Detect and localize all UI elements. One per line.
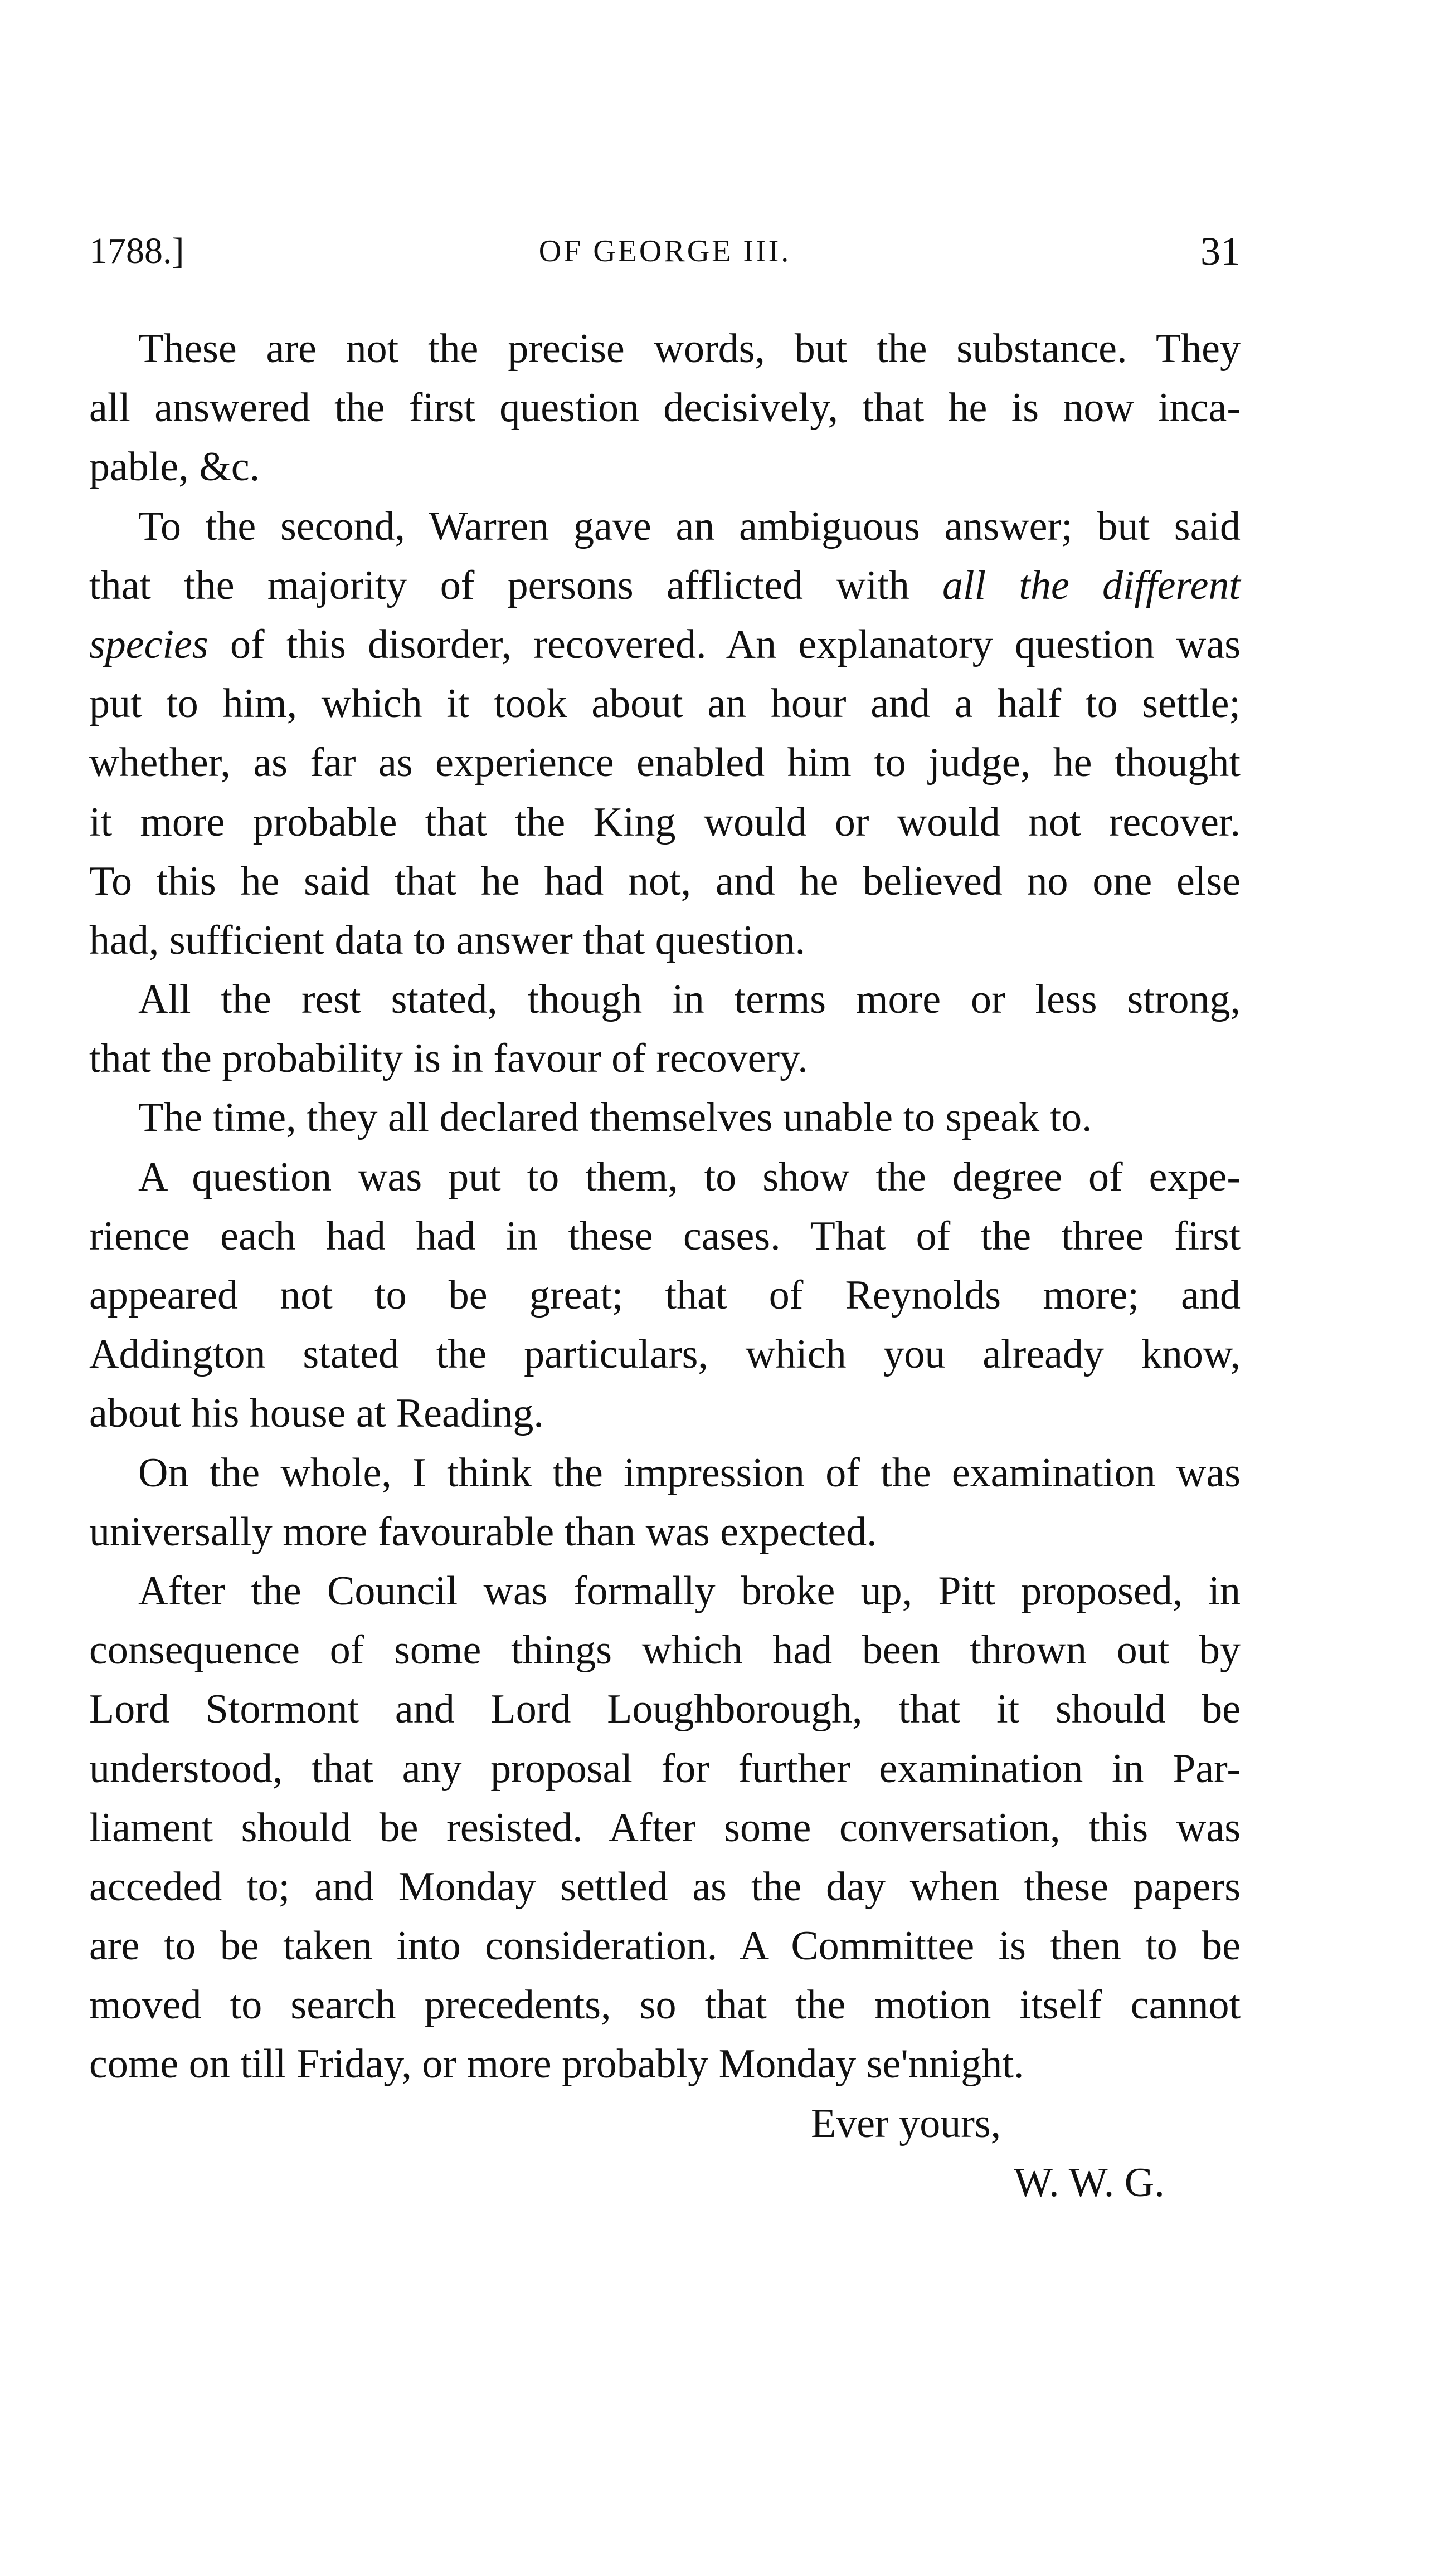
signature: W. W. G. — [1014, 2159, 1165, 2206]
paragraph — [89, 1088, 1241, 1147]
text-line: all answered the first question decisively, that he is now inca- — [89, 385, 1241, 431]
text-line: A question was put to them, to show the degree of expe- — [138, 1154, 1241, 1200]
text-line: about his house at Reading. — [89, 1391, 544, 1437]
text-line: rience each had had in these cases. That of the three first — [89, 1213, 1241, 1259]
running-header — [89, 222, 1241, 281]
page-number: 31 — [1200, 229, 1241, 274]
text-line: To this he said that he had not, and he believed no one else — [89, 858, 1241, 904]
text-line: After the Council was formally broke up, Pitt proposed, in — [138, 1568, 1241, 1614]
text-line: consequence of some things which had been thrown out by — [89, 1627, 1241, 1674]
text-line: To the second, Warren gave an ambiguous answer; but said — [138, 503, 1241, 549]
text-line: All the rest stated, though in terms more or less strong, — [138, 977, 1241, 1023]
italic-text: species — [89, 621, 208, 667]
text-line — [89, 615, 1241, 674]
paragraphs — [89, 319, 1241, 2094]
text-line: These are not the precise words, but the substance. They — [138, 326, 1241, 372]
text-line: it more probable that the King would or would not recover. — [89, 799, 1241, 845]
text-line: understood, that any proposal for further examination in Par- — [89, 1745, 1241, 1792]
italic-text: all the different — [942, 562, 1241, 608]
text-line: whether, as far as experience enabled him to judge, he thought — [89, 740, 1241, 786]
text-line: Addington stated the particulars, which you already know, — [89, 1331, 1241, 1378]
paragraph — [89, 497, 1241, 970]
text-line: pable, &c. — [89, 444, 260, 490]
paragraph — [89, 319, 1241, 497]
header-title: OF GEORGE III. — [538, 234, 791, 269]
paragraph — [89, 970, 1241, 1088]
text-line: universally more favourable than was expected. — [89, 1509, 877, 1555]
text-segment: that the majority of persons afflicted with — [89, 562, 943, 608]
paragraph — [89, 1148, 1241, 1443]
text-line: liament should be resisted. After some conversation, this was — [89, 1804, 1241, 1851]
text-line: that the probability is in favour of recovery. — [89, 1036, 808, 1082]
text-line: moved to search precedents, so that the motion itself cannot — [89, 1982, 1241, 2028]
text-line: On the whole, I think the impression of the examination was — [138, 1450, 1241, 1496]
salutation: Ever yours, — [811, 2100, 1001, 2146]
text-line: Lord Stormont and Lord Loughborough, that it should be — [89, 1686, 1241, 1733]
paragraph — [89, 1562, 1241, 2094]
text-line: appeared not to be great; that of Reynolds more; and — [89, 1272, 1241, 1318]
text-line: acceded to; and Monday settled as the day when these papers — [89, 1863, 1241, 1910]
text-line: The time, they all declared themselves unable to speak to. — [138, 1095, 1092, 1141]
text-segment: of this disorder, recovered. An explanatory question was — [208, 621, 1241, 667]
paragraph — [89, 1443, 1241, 1562]
header-year: 1788.] — [89, 231, 184, 271]
text-line: had, sufficient data to answer that question. — [89, 917, 806, 963]
text-line: come on till Friday, or more probably Monday se'nnight. — [89, 2041, 1024, 2087]
text-line: put to him, which it took about an hour and a half to settle; — [89, 681, 1241, 727]
text-line: are to be taken into consideration. A Committee is then to be — [89, 1923, 1241, 1969]
text-line — [89, 556, 1241, 615]
letter-body — [89, 319, 1241, 2212]
